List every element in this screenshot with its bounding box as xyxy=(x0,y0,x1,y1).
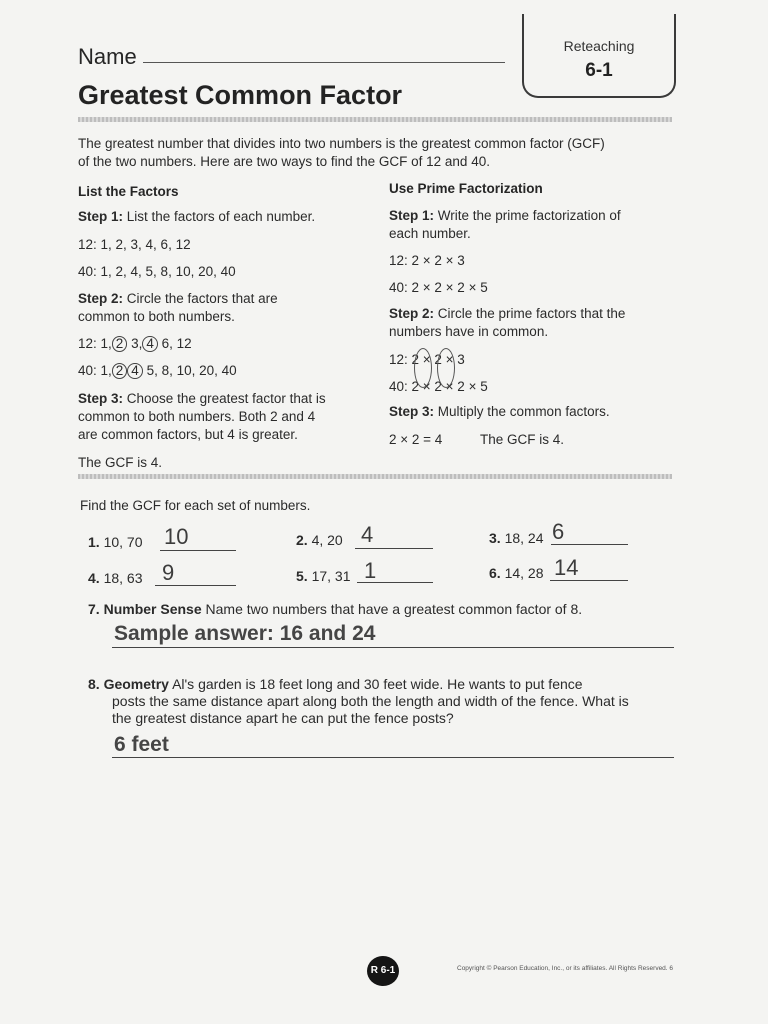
right-step1 xyxy=(389,207,621,224)
page-title: Greatest Common Factor xyxy=(78,80,403,110)
right-circled-40: 40: 2 × 2 × 2 × 5 xyxy=(389,379,488,394)
circled-factor: 2 xyxy=(112,363,128,379)
left-step3 xyxy=(78,390,326,407)
question-8-line2: posts the same distance apart along both the length and width of the fence. What is xyxy=(112,693,629,709)
left-factors-40: 40: 1, 2, 4, 5, 8, 10, 20, 40 xyxy=(78,264,236,279)
right-pf-12: 12: 2 × 2 × 3 xyxy=(389,253,465,268)
exercise-question: 17, 31 xyxy=(311,568,351,584)
tab-number: 6-1 xyxy=(585,60,613,81)
exercise-number: 6. xyxy=(489,565,501,581)
question-8-line3: the greatest distance apart he can put the fence posts? xyxy=(112,710,454,726)
exercise-question: 10, 70 xyxy=(103,534,143,550)
tab-kind: Reteaching xyxy=(563,38,635,54)
right-step3-text: Multiply the common factors. xyxy=(437,404,610,419)
answer-4: 9 xyxy=(162,560,175,585)
page-number: 6 xyxy=(669,965,674,972)
question-8-label: Geometry xyxy=(103,676,169,692)
left-step2 xyxy=(78,290,278,307)
intro-line-2: of the two numbers. Here are two ways to find the GCF of 12 and 40. xyxy=(78,154,490,169)
left-circled-12-suffix: 6, 12 xyxy=(161,336,192,351)
circled-factor: 2 xyxy=(112,336,128,352)
exercise-number: 1. xyxy=(88,534,100,550)
reteaching-tab xyxy=(522,14,676,98)
left-circled-12-mid: 3, xyxy=(131,336,143,351)
left-step1 xyxy=(78,208,315,225)
answer-line xyxy=(112,647,674,648)
answer-2: 4 xyxy=(361,522,374,547)
answer-5: 1 xyxy=(364,558,377,583)
circled-factor: 4 xyxy=(142,336,158,352)
exercise-instruction: Find the GCF for each set of numbers. xyxy=(80,498,311,513)
right-step3-label: Step 3: xyxy=(389,404,435,419)
intro-line-1: The greatest number that divides into two numbers is the greatest common factor (GCF) xyxy=(78,136,605,151)
title-divider xyxy=(78,117,672,122)
right-step2-line2: numbers have in common. xyxy=(389,324,549,339)
copyright-text: Copyright © Pearson Education, Inc., or its affiliates. All Rights Reserved. xyxy=(457,965,668,972)
right-circled-12: 12: 2 × 2 × 3 xyxy=(389,352,465,367)
question-7-number: 7. xyxy=(88,601,100,617)
exercise-question: 18, 63 xyxy=(103,570,143,586)
left-circled-40 xyxy=(78,362,237,379)
left-circled-40-prefix: 40: 1, xyxy=(78,363,112,378)
question-7-label: Number Sense xyxy=(103,601,202,617)
answer-line xyxy=(160,550,236,551)
exercise-3 xyxy=(489,530,544,546)
name-line xyxy=(143,62,505,63)
left-step1-text: List the factors of each number. xyxy=(126,209,316,224)
question-7 xyxy=(88,601,582,618)
right-step1-line1: Write the prime factorization of xyxy=(437,208,621,223)
copyright-notice xyxy=(457,965,673,972)
left-step2-line1: Circle the factors that are xyxy=(126,291,278,306)
exercise-2 xyxy=(296,532,343,548)
circled-factor: 4 xyxy=(127,363,143,379)
exercise-number: 4. xyxy=(88,570,100,586)
right-product: 2 × 2 = 4 xyxy=(389,432,443,447)
left-heading: List the Factors xyxy=(78,184,179,199)
left-circled-12-prefix: 12: 1, xyxy=(78,336,112,351)
left-circled-40-suffix: 5, 8, 10, 20, 40 xyxy=(146,363,237,378)
right-step1-line2: each number. xyxy=(389,226,471,241)
exercise-question: 4, 20 xyxy=(311,532,343,548)
question-7-text: Name two numbers that have a greatest common factor of 8. xyxy=(205,601,583,617)
common-factor-oval xyxy=(414,348,432,388)
left-step3-line2: common to both numbers. Both 2 and 4 xyxy=(78,409,316,424)
name-label: Name xyxy=(78,44,137,69)
section-divider xyxy=(78,474,672,479)
exercise-question: 18, 24 xyxy=(504,530,544,546)
right-pf-40: 40: 2 × 2 × 2 × 5 xyxy=(389,280,488,295)
answer-line xyxy=(355,548,433,549)
left-conclusion: The GCF is 4. xyxy=(78,455,163,470)
right-step1-label: Step 1: xyxy=(389,208,435,223)
left-step3-label: Step 3: xyxy=(78,391,124,406)
answer-6: 14 xyxy=(554,555,579,580)
answer-3: 6 xyxy=(552,519,565,544)
right-step2 xyxy=(389,305,625,322)
exercise-5 xyxy=(296,568,351,584)
left-circled-12 xyxy=(78,335,192,352)
exercise-question: 14, 28 xyxy=(504,565,544,581)
exercise-6 xyxy=(489,565,544,581)
right-step3 xyxy=(389,403,610,420)
left-step2-line2: common to both numbers. xyxy=(78,309,235,324)
right-conclusion: The GCF is 4. xyxy=(480,432,565,447)
left-step3-line3: are common factors, but 4 is greater. xyxy=(78,427,298,442)
question-8-number: 8. xyxy=(88,676,100,692)
left-step2-label: Step 2: xyxy=(78,291,124,306)
answer-line xyxy=(112,757,674,758)
exercise-1 xyxy=(88,534,143,550)
exercise-4 xyxy=(88,570,143,586)
exercise-number: 5. xyxy=(296,568,308,584)
answer-7: Sample answer: 16 and 24 xyxy=(114,622,376,645)
question-8-line1: Al's garden is 18 feet long and 30 feet wide. He wants to put fence xyxy=(172,676,583,692)
exercise-number: 2. xyxy=(296,532,308,548)
left-step1-label: Step 1: xyxy=(78,209,124,224)
question-8 xyxy=(88,676,583,693)
left-factors-12: 12: 1, 2, 3, 4, 6, 12 xyxy=(78,237,191,252)
left-step3-line1: Choose the greatest factor that is xyxy=(126,391,326,406)
answer-8: 6 feet xyxy=(114,733,169,756)
exercise-number: 3. xyxy=(489,530,501,546)
right-step2-line1: Circle the prime factors that the xyxy=(437,306,626,321)
answer-1: 10 xyxy=(164,524,189,549)
right-heading: Use Prime Factorization xyxy=(389,181,543,196)
right-step2-label: Step 2: xyxy=(389,306,435,321)
page-badge: R 6-1 xyxy=(367,956,399,986)
common-factor-oval xyxy=(437,348,455,388)
